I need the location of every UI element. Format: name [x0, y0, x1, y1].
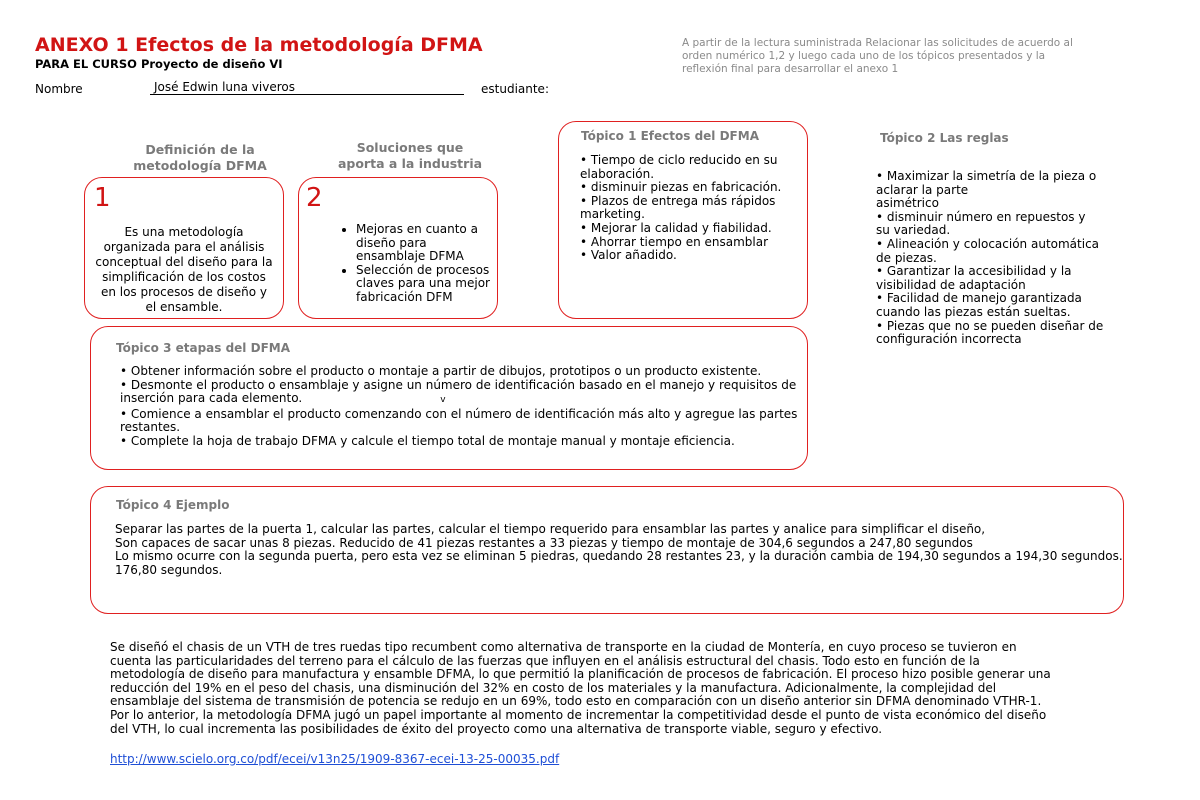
topic1-line: • Ahorrar tiempo en ensamblar — [580, 234, 769, 249]
topic4-title: Tópico 4 Ejemplo — [116, 498, 230, 512]
definition-text — [88, 225, 280, 315]
definition-line: conceptual del diseño para la — [95, 255, 273, 269]
topic2-title: Tópico 2 Las reglas — [880, 131, 1009, 145]
topic3-list — [120, 365, 800, 449]
solution-line: fabricación DFM — [356, 289, 453, 304]
topic2-line: asimétrico — [876, 196, 939, 211]
topic4-line: Lo mismo ocurre con la segunda puerta, pero esta vez se eliminan 5 piedras, quedando 28 restantes 23, y la duración cambia de 194,30 segundos a 194,30 segundos. — [115, 549, 1123, 564]
topic1-line: elaboración. — [580, 166, 655, 181]
reflection-line: ensamblaje del sistema de transmisión de potencia se redujo en un 69%, todo esto en comparación con un diseño anterior sin DFMA denominado VTHR-1. — [110, 694, 1042, 709]
topic1-line: marketing. — [580, 207, 645, 222]
student-name-field[interactable]: José Edwin luna viveros — [150, 80, 464, 95]
reflection-line: metodología de diseño para manufactura y ensamble DFMA, lo que permitió la planificación de procesos de fabricación. El proceso hizo posible generar una — [110, 667, 1051, 682]
topic2-line: • Maximizar la simetría de la pieza o — [876, 169, 1097, 183]
definition-line: organizada para el análisis — [103, 240, 265, 254]
solutions-heading — [310, 140, 510, 172]
reflection-line: cuenta las particularidades del terreno para el cálculo de las fuerzas que influyen en el análisis estructural del chasis. Todo esto en función de la — [110, 653, 980, 668]
definition-heading-line2: metodología DFMA — [133, 158, 267, 173]
topic1-line: • Plazos de entrega más rápidos — [580, 193, 776, 208]
topic3-stray-mark: v — [440, 395, 446, 406]
page-title: ANEXO 1 Efectos de la metodología DFMA — [35, 34, 483, 56]
topic2-line: • Alineación y colocación automática — [876, 236, 1100, 251]
solutions-heading-line2: aporta a la industria — [337, 156, 483, 171]
topic3-line-text: inserción para cada elemento. — [120, 391, 303, 406]
definition-line: simplificación de los costos — [102, 270, 266, 284]
topic3-line: • Complete la hoja de trabajo DFMA y calcule el tiempo total de montaje manual y montaje eficiencia. — [120, 433, 735, 448]
subtitle-prefix: PARA EL CURSO — [35, 57, 137, 71]
definition-line: en los procesos de diseño y — [100, 285, 268, 299]
instructions-text: A partir de la lectura suministrada Relacionar las solicitudes de acuerdo al orden numérico 1,2 y luego cada uno de los tópicos presentados y la reflexión final para desarrollar el anexo 1 — [682, 37, 1073, 75]
topic1-line: • disminuir piezas en fabricación. — [580, 180, 782, 195]
topic3-line: • Comience a ensamblar el producto comenzando con el número de identificación más alto y agregue las partes — [120, 406, 798, 421]
topic2-line: configuración incorrecta — [876, 332, 1022, 347]
definition-heading-line1: Definición de la — [145, 142, 255, 157]
topic2-line: • disminuir número en repuestos y — [876, 209, 1086, 224]
source-link[interactable]: http://www.scielo.org.co/pdf/ecei/v13n25/1909-8367-ecei-13-25-00035.pdf — [110, 752, 560, 766]
topic2-line: • Facilidad de manejo garantizada — [876, 291, 1082, 306]
topic4-line: Separar las partes de la puerta 1, calcular las partes, calcular el tiempo requerido para ensamblar las partes y analice para simplificar el diseño, — [115, 522, 986, 536]
topic2-line: • Piezas que no se pueden diseñar de — [876, 318, 1104, 333]
reflection-line: Se diseñó el chasis de un VTH de tres ruedas tipo recumbent como alternativa de transporte en la ciudad de Montería, en cuyo proceso se tuvieron en — [110, 640, 1017, 654]
topic3-line: • Obtener información sobre el producto o montaje a partir de dibujos, prototipos o un producto existente. — [120, 364, 762, 378]
topic3-title: Tópico 3 etapas del DFMA — [116, 341, 290, 355]
topic3-line: restantes. — [120, 420, 181, 435]
topic2-line: visibilidad de adaptación — [876, 277, 1026, 292]
solutions-heading-line1: Soluciones que — [356, 140, 464, 155]
solutions-list — [338, 223, 496, 305]
nombre-label: Nombre — [35, 82, 83, 96]
solutions-number: 2 — [306, 183, 323, 213]
topic4-text — [115, 522, 1123, 577]
topic1-line: • Tiempo de ciclo reducido en su — [580, 153, 778, 167]
definition-number: 1 — [94, 183, 111, 213]
topic2-list — [876, 170, 1136, 347]
definition-line: Es una metodología — [124, 225, 244, 239]
solution-item — [356, 264, 496, 305]
topic3-line — [120, 392, 800, 408]
topic2-line: cuando las piezas están sueltas. — [876, 304, 1071, 319]
topic1-list — [580, 154, 802, 263]
course-subtitle — [35, 57, 283, 71]
solution-line: • Mejoras en cuanto a — [356, 222, 478, 236]
topic4-line: 176,80 segundos. — [115, 562, 223, 577]
reflection-line: Por lo anterior, la metodología DFMA jugó un papel importante al momento de incrementar la competitividad desde el punto de vista económico del diseño — [110, 707, 1047, 722]
reflection-paragraph — [110, 640, 1051, 736]
topic1-line: • Valor añadido. — [580, 248, 677, 263]
solution-line: ensamblaje DFMA — [356, 249, 464, 264]
topic2-line: su variedad. — [876, 223, 951, 238]
solution-line: • Selección de procesos — [356, 262, 490, 277]
topic3-line: • Desmonte el producto o ensamblaje y asigne un número de identificación basado en el manejo y requisitos de — [120, 377, 797, 392]
solution-line: diseño para — [356, 235, 427, 250]
reflection-line: del VTH, lo cual incrementa las posibilidades de éxito del proyecto como una alternativa de transporte viable, seguro y efectivo. — [110, 721, 883, 736]
solution-line: claves para una mejor — [356, 276, 490, 291]
topic2-line: • Garantizar la accesibilidad y la — [876, 264, 1072, 279]
estudiante-label: estudiante: — [481, 82, 549, 96]
topic2-line: de piezas. — [876, 250, 937, 265]
definition-line: el ensamble. — [145, 300, 223, 314]
course-name: Proyecto de diseño VI — [140, 57, 283, 71]
solution-item — [356, 223, 496, 264]
reflection-line: reducción del 19% en el peso del chasis, una disminución del 32% en costo de los materiales y la manufactura. Adicionalmente, la complejidad del — [110, 680, 997, 695]
definition-heading — [100, 142, 300, 174]
topic1-title: Tópico 1 Efectos del DFMA — [581, 129, 759, 143]
topic2-line: aclarar la parte — [876, 182, 969, 197]
topic1-line: • Mejorar la calidad y fiabilidad. — [580, 220, 772, 235]
topic4-line: Son capaces de sacar unas 8 piezas. Reducido de 41 piezas restantes a 33 piezas y tiempo de montaje de 304,6 segundos a 247,80 segundos — [115, 535, 973, 550]
